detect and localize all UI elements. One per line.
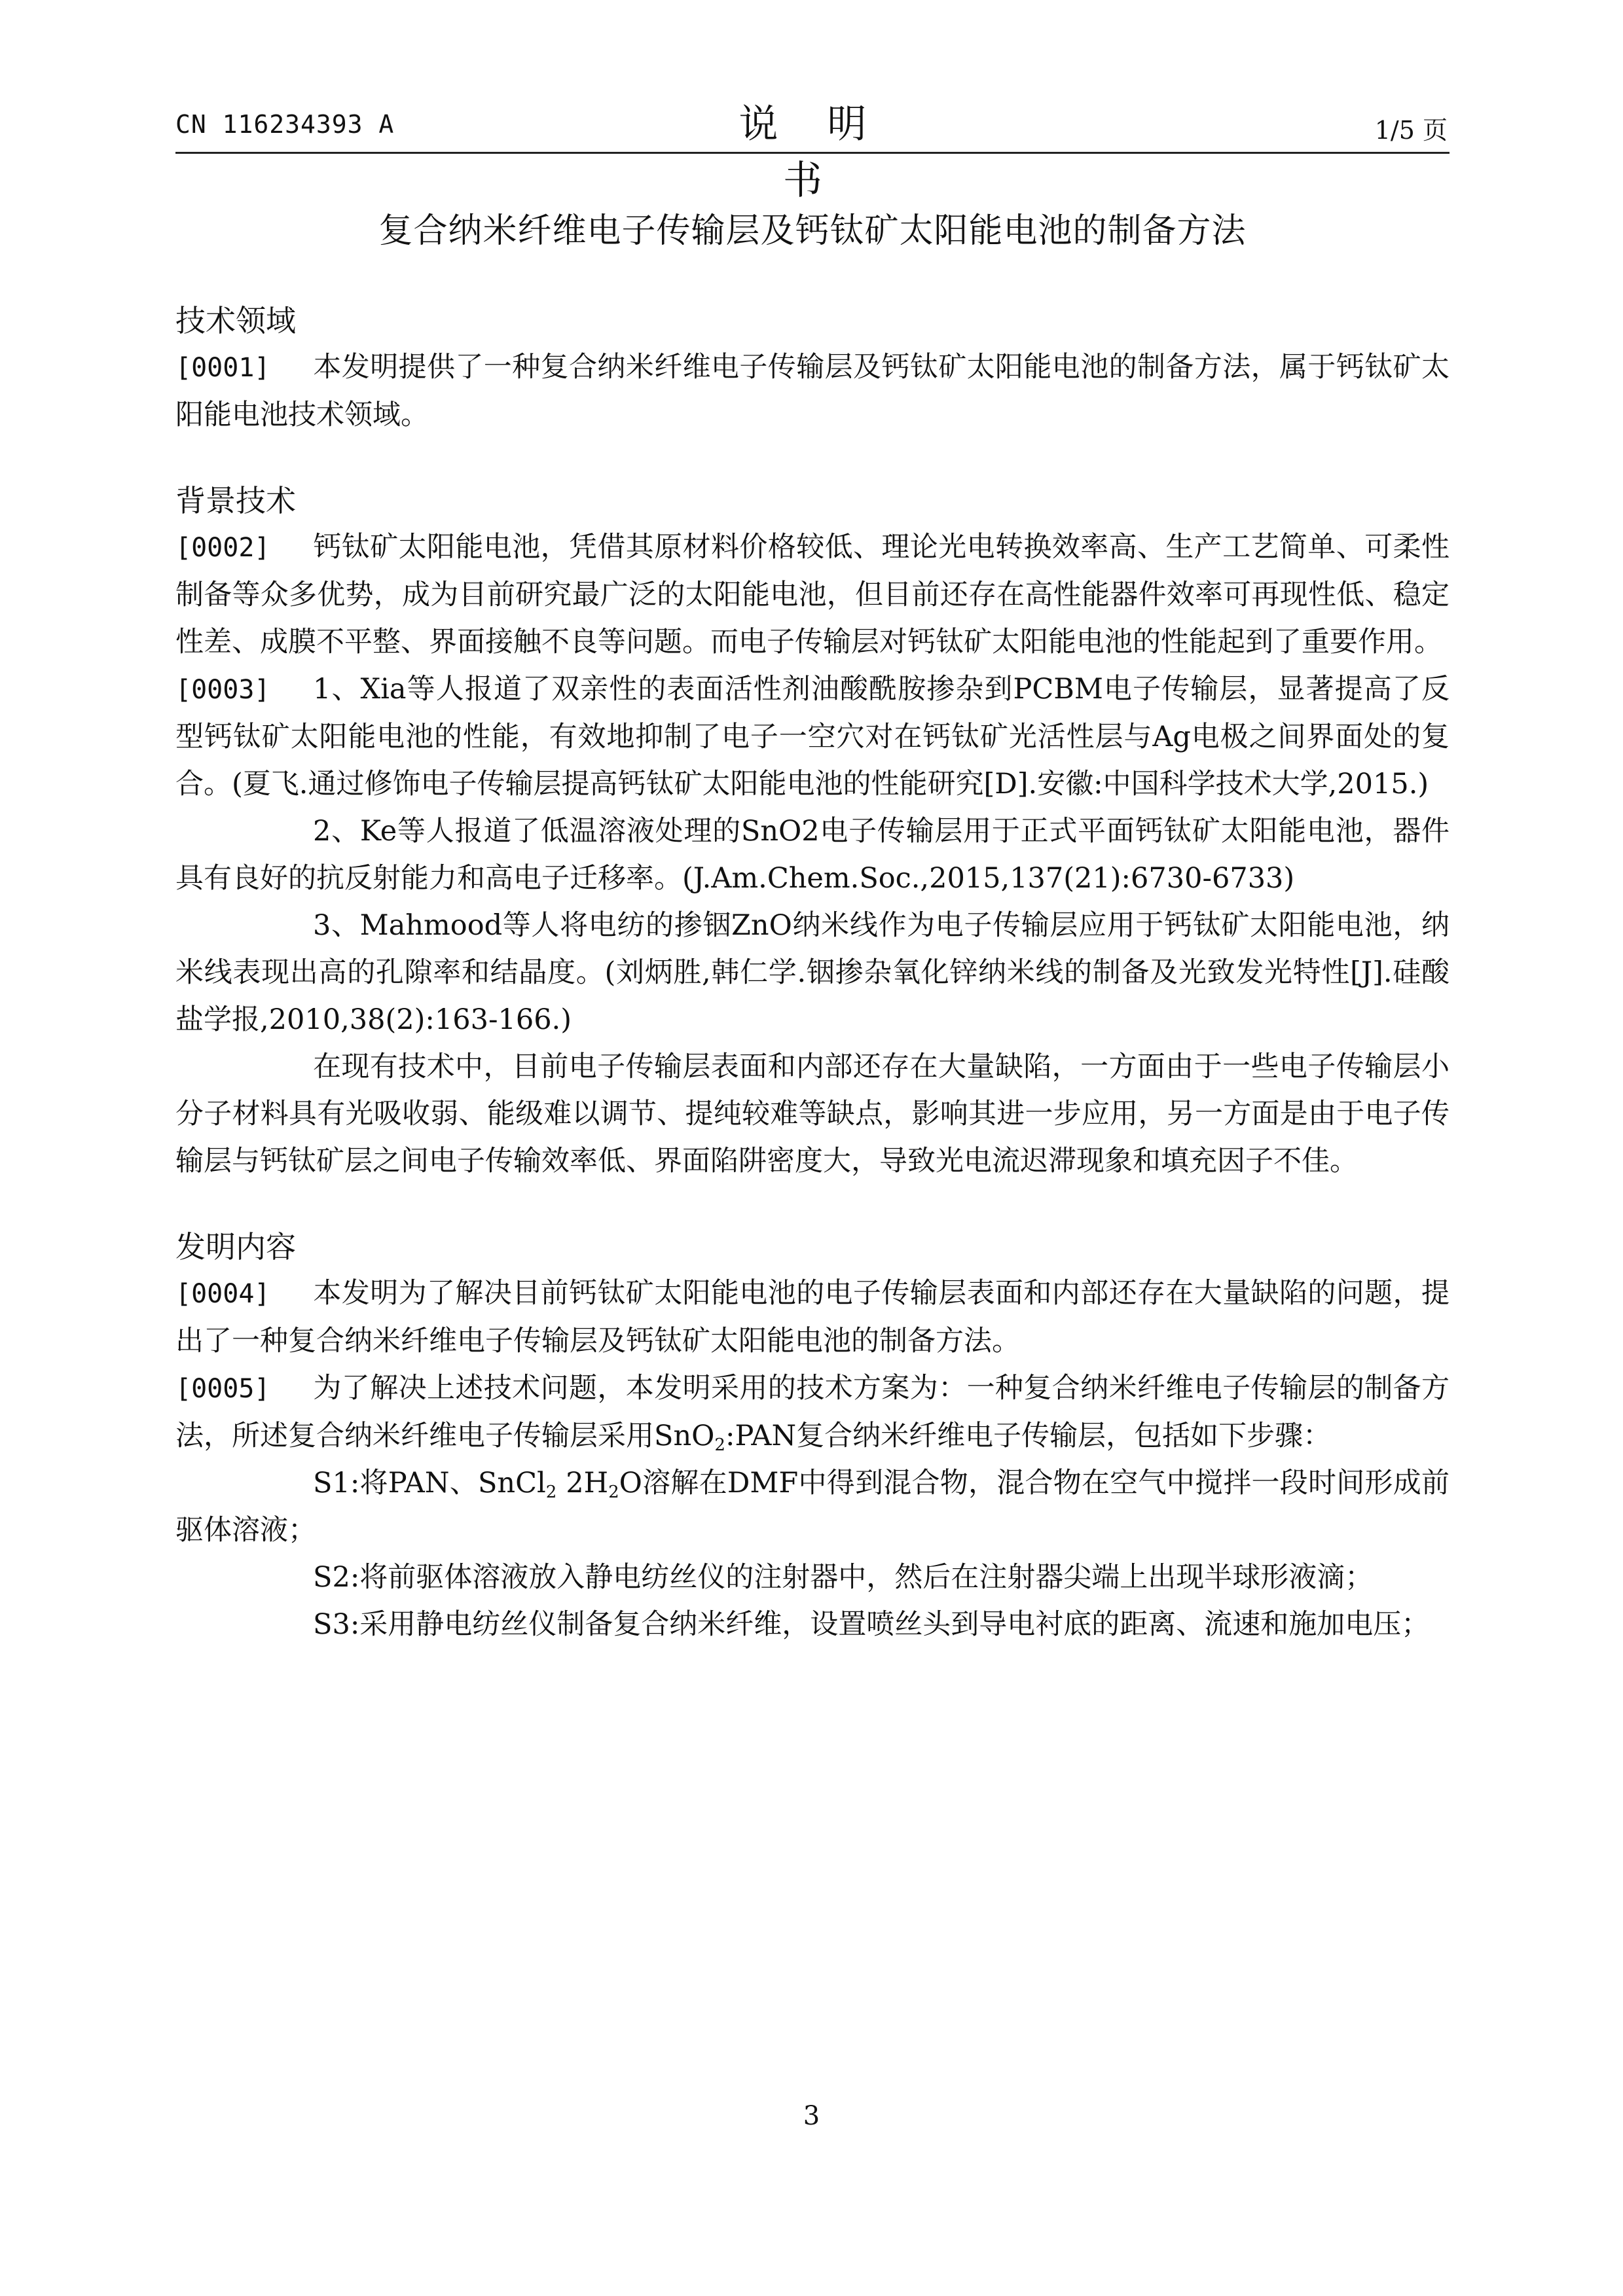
doc-type: 说 明 书 bbox=[739, 101, 885, 204]
step-s2: S2:将前驱体溶液放入静电纺丝仪的注射器中，然后在注射器尖端上出现半球形液滴； bbox=[313, 1561, 1374, 1594]
subscript: 2 bbox=[545, 1482, 557, 1502]
paragraph-text: 钙钛矿太阳能电池，凭借其原材料价格较低、理论光电转换效率高、生产工艺简单、可柔性制备等众多优势，成为目前研究最广泛的太阳能电池，但目前还存在高性能器件效率可再现性低、稳定性差、成膜不平整、界面接触不良等问题。而电子传输层对钙钛矿太阳能电池的性能起到了重要作用。 bbox=[175, 531, 1450, 658]
paragraph-number: [0003] bbox=[175, 675, 270, 705]
paragraph-text-b: :PAN复合纳米纤维电子传输层，包括如下步骤： bbox=[725, 1420, 1332, 1452]
paragraph-text-a: 为了解决上述技术问题，本发明采用的技术方案为：一种复合纳米纤维电子传输层的制备方法，所述复合纳米纤维电子传输层采用SnO bbox=[175, 1372, 1450, 1452]
paragraph-number: [0002] bbox=[175, 533, 270, 563]
page-of: 1/5 页 bbox=[1374, 116, 1448, 145]
paragraph-0003-summary: 在现有技术中，目前电子传输层表面和内部还存在大量缺陷，一方面由于一些电子传输层小分子材料具有光吸收弱、能级难以调节、提纯较难等缺点，影响其进一步应用，另一方面是由于电子传输层与钙钛矿层之间电子传输效率低、界面陷阱密度大，导致光电流迟滞现象和填充因子不佳。 bbox=[175, 1050, 1450, 1177]
document-body bbox=[175, 298, 1450, 1648]
paragraph-0003 bbox=[175, 666, 1450, 808]
section-content: 发明内容 bbox=[175, 1229, 296, 1265]
section-background: 背景技术 bbox=[175, 483, 296, 518]
step-text-b: 2H bbox=[556, 1467, 609, 1499]
paragraph-0003-item-2: 2、Ke等人报道了低温溶液处理的SnO2电子传输层用于正式平面钙钛矿太阳能电池，器件具有良好的抗反射能力和高电子迁移率。(J.Am.Chem.Soc.,2015,137(21):6730-6733) bbox=[175, 815, 1450, 895]
step-s3: S3:采用静电纺丝仪制备复合纳米纤维，设置喷丝头到导电衬底的距离、流速和施加电压； bbox=[313, 1608, 1430, 1641]
step-s1 bbox=[175, 1460, 1450, 1554]
subscript: 2 bbox=[608, 1482, 619, 1502]
paragraph-number: [0005] bbox=[175, 1374, 270, 1404]
document-title: 复合纳米纤维电子传输层及钙钛矿太阳能电池的制备方法 bbox=[378, 211, 1247, 251]
paragraph-number: [0001] bbox=[175, 353, 270, 383]
paragraph-0004 bbox=[175, 1270, 1450, 1365]
paragraph-number: [0004] bbox=[175, 1279, 270, 1309]
paragraph-text: 1、Xia等人报道了双亲性的表面活性剂油酸酰胺掺杂到PCBM电子传输层，显著提高了反型钙钛矿太阳能电池的性能，有效地抑制了电子一空穴对在钙钛矿光活性层与Ag电极之间界面处的复合。(夏飞.通过修饰电子传输层提高钙钛矿太阳能电池的性能研究[D].安徽:中国科学技术大学,2015.) bbox=[175, 673, 1450, 800]
paragraph-0005 bbox=[175, 1365, 1450, 1460]
paragraph-0003-item-3: 3、Mahmood等人将电纺的掺铟ZnO纳米线作为电子传输层应用于钙钛矿太阳能电池，纳米线表现出高的孔隙率和结晶度。(刘炳胜,韩仁学.铟掺杂氧化锌纳米线的制备及光致发光特性[J].硅酸盐学报,2010,38(2):163-166.) bbox=[175, 909, 1450, 1036]
page-number: 3 bbox=[803, 2101, 820, 2131]
header-rule bbox=[175, 152, 1450, 154]
step-text-c: O溶解在DMF中得到混合物，混合物在空气中搅拌一段时间形成前驱体溶液； bbox=[175, 1467, 1450, 1547]
doc-number: CN 116234393 A bbox=[175, 110, 395, 139]
paragraph-text: 本发明提供了一种复合纳米纤维电子传输层及钙钛矿太阳能电池的制备方法，属于钙钛矿太阳能电池技术领域。 bbox=[175, 351, 1450, 431]
step-text-a: S1:将PAN、SnCl bbox=[313, 1467, 546, 1499]
paragraph-0002 bbox=[175, 524, 1450, 666]
paragraph-0001 bbox=[175, 344, 1450, 439]
paragraph-text: 本发明为了解决目前钙钛矿太阳能电池的电子传输层表面和内部还存在大量缺陷的问题，提出了一种复合纳米纤维电子传输层及钙钛矿太阳能电池的制备方法。 bbox=[175, 1277, 1450, 1357]
section-tech-field: 技术领域 bbox=[175, 303, 296, 338]
subscript: 2 bbox=[714, 1435, 725, 1455]
